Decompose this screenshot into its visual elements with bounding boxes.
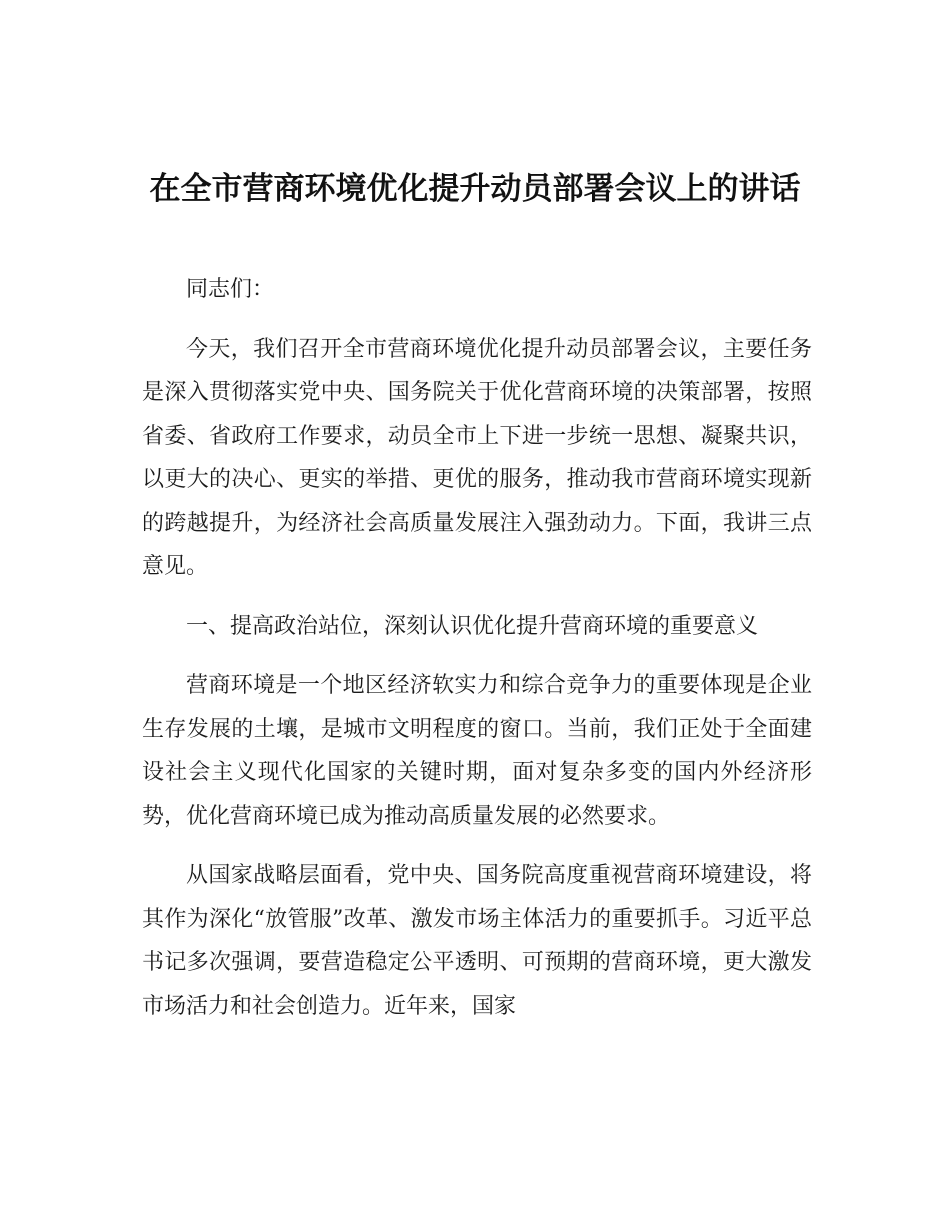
salutation: 同志们： — [186, 277, 275, 302]
paragraph-significance: 营商环境是一个地区经济软实力和综合竞争力的重要体现是企业生存发展的土壤，是城市文明程度的窗口。当前，我们正处于全面建设社会主义现代化国家的关键时期，面对复杂多变的国内外经济形势，优化营商环境已成为推动高质量发展的必然要求。 — [142, 673, 812, 829]
document-body — [142, 268, 812, 1028]
paragraph-opening: 今天，我们召开全市营商环境优化提升动员部署会议，主要任务是深入贯彻落实党中央、国务院关于优化营商环境的决策部署，按照省委、省政府工作要求，动员全市上下进一步统一思想、凝聚共识，以更大的决心、更实的举措、更优的服务，推动我市营商环境实现新的跨越提升，为经济社会高质量发展注入强劲动力。下面，我讲三点意见。 — [142, 336, 812, 579]
document-title: 在全市营商环境优化提升动员部署会议上的讲话 — [149, 171, 801, 207]
paragraph-national-strategy: 从国家战略层面看，党中央、国务院高度重视营商环境建设，将其作为深化“放管服”改革、激发市场主体活力的重要抓手。习近平总书记多次强调，要营造稳定公平透明、可预期的营商环境，更大激发市场活力和社会创造力。近年来，国家 — [142, 863, 812, 1019]
section-heading-1: 一、提高政治站位，深刻认识优化提升营商环境的重要意义 — [186, 613, 759, 639]
